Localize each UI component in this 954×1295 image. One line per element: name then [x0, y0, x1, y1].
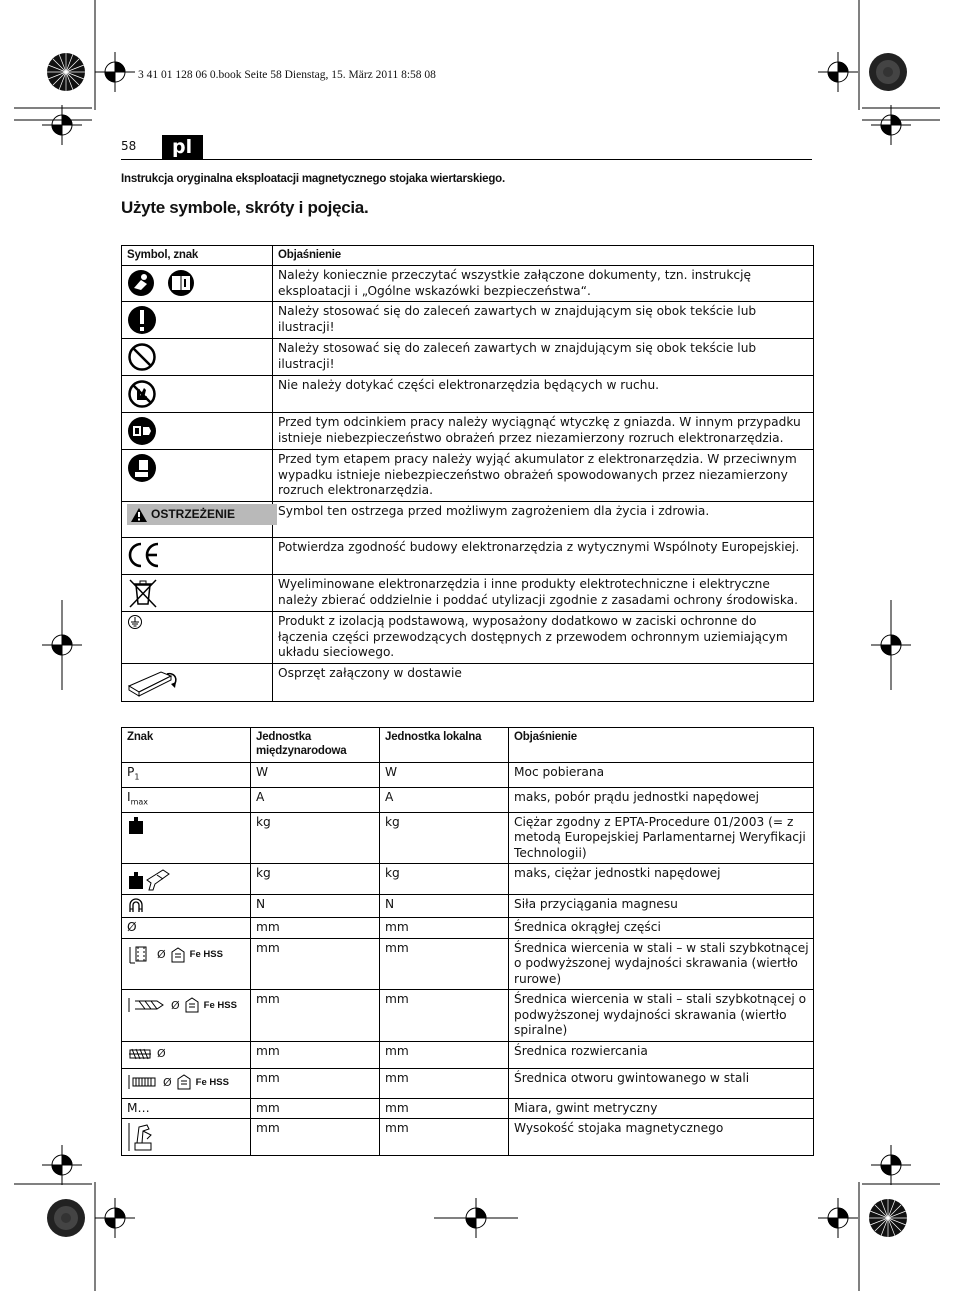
weee-bin-icon [127, 577, 268, 609]
book-info-line: 3 41 01 128 06 0.book Seite 58 Dienstag, 15. März 2011 8:58 08 [138, 69, 436, 81]
table-row [122, 1041, 814, 1069]
intl-unit: N [251, 895, 380, 918]
diameter-symbol: Ø [157, 948, 166, 962]
read-manual-icon [127, 268, 268, 298]
local-unit: N [380, 895, 509, 918]
steel-material-icon [176, 1073, 192, 1091]
local-unit: mm [380, 990, 509, 1042]
row-explanation: Należy koniecznie przeczytać wszystkie załączone dokumenty, tzn. instrukcję eksploatacji i „Ogólne wskazówki bezpieczeństwa“. [273, 266, 814, 302]
table-row [122, 1098, 814, 1119]
prohibition-icon [127, 341, 268, 373]
header-rule [121, 159, 812, 160]
diameter-symbol: Ø [157, 1047, 166, 1061]
column-header: Jednostka lokalna [380, 728, 509, 763]
warning-badge-icon [127, 504, 277, 525]
intl-unit: mm [251, 1098, 380, 1119]
magnet-icon [127, 897, 246, 915]
table-header-row [122, 246, 814, 266]
sign-text: P [127, 765, 135, 779]
sign-subscript: max [130, 797, 149, 807]
intl-unit: A [251, 787, 380, 812]
weight-drill-icon [127, 866, 246, 892]
intl-unit: kg [251, 864, 380, 895]
local-unit: mm [380, 1041, 509, 1069]
row-explanation: Przed tym odcinkiem pracy należy wyciągnąć wtyczkę z gniazda. W innym przypadku istnieje niebezpieczeństwo obrażeń przez niezamierzony rozruch elektronarzędzia. [273, 413, 814, 450]
table-row [122, 502, 814, 538]
steel-material-icon [170, 946, 186, 964]
core-drill-icon [127, 945, 153, 965]
intl-unit: mm [251, 918, 380, 939]
exclamation-icon [127, 304, 268, 336]
intl-unit: mm [251, 990, 380, 1042]
table-row [122, 575, 814, 612]
sign-subscript: 1 [134, 772, 140, 782]
reamer-icon [127, 1046, 153, 1062]
table-row [122, 918, 814, 939]
row-explanation: Średnica wiercenia w stali – w stali szybkotnącej o podwyższonej wydajności skrawania (wiertło rurowe) [509, 938, 814, 990]
material-label: Fe HSS [189, 949, 223, 961]
intl-unit: mm [251, 1069, 380, 1099]
accessory-case-icon [127, 666, 268, 698]
diameter-symbol: Ø [163, 1075, 172, 1089]
column-header: Objaśnienie [509, 728, 814, 763]
protective-earth-icon [127, 614, 268, 630]
unplug-icon [127, 415, 268, 447]
row-explanation: Należy stosować się do zaleceń zawartych w znajdującym się obok tekście lub ilustracji! [273, 302, 814, 339]
row-explanation: maks, ciężar jednostki napędowej [509, 864, 814, 895]
local-unit: mm [380, 938, 509, 990]
row-explanation: maks, pobór prądu jednostki napędowej [509, 787, 814, 812]
sign-text: I [127, 789, 131, 804]
row-explanation: Produkt z izolacją podstawową, wyposażony dodatkowo w zaciski ochronne do łączenia części przewodzących dostępnych z przewodem ochronnym uziemiającym układu sieciowego. [273, 612, 814, 664]
table-row [122, 1119, 814, 1156]
local-unit: mm [380, 918, 509, 939]
row-explanation: Osprzęt załączony w dostawie [273, 663, 814, 701]
local-unit: kg [380, 864, 509, 895]
row-explanation: Przed tym etapem pracy należy wyjąć akumulator z elektronarzędzia. W przeciwnym wypadku istnieje niebezpieczeństwo obrażeń spowodowanych przez niezamierzony rozruch elektronarzędzia. [273, 450, 814, 502]
local-unit: A [380, 787, 509, 812]
weight-icon [127, 815, 246, 835]
steel-material-icon [184, 996, 200, 1014]
row-explanation: Średnica rozwiercania [509, 1041, 814, 1069]
table-row [122, 787, 814, 812]
row-explanation: Średnica wiercenia w stali – stali szybkotnącej o podwyższonej wydajności skrawania (wiertło spiralne) [509, 990, 814, 1042]
local-unit: W [380, 763, 509, 788]
stand-height-icon [127, 1121, 246, 1153]
local-unit: mm [380, 1098, 509, 1119]
row-explanation: Należy stosować się do zaleceń zawartych w znajdującym się obok tekście lub ilustracji! [273, 339, 814, 376]
row-explanation: Wyeliminowane elektronarzędzia i inne produkty elektrotechniczne i elektryczne należy zbierać oddzielnie i poddać utylizacji zgodnie z zasadami ochrony środowiska. [273, 575, 814, 612]
table-row [122, 450, 814, 502]
intl-unit: kg [251, 812, 380, 864]
row-explanation: Średnica okrągłej części [509, 918, 814, 939]
tap-icon [127, 1073, 159, 1091]
table-row [122, 895, 814, 918]
table-row [122, 990, 814, 1042]
table-row [122, 864, 814, 895]
row-explanation: Siła przyciągania magnesu [509, 895, 814, 918]
row-explanation: Symbol ten ostrzega przed możliwym zagrożeniem dla życia i zdrowia. [273, 502, 814, 538]
material-label: Fe HSS [203, 999, 237, 1011]
table-row [122, 339, 814, 376]
table-row [122, 763, 814, 788]
table-row [122, 302, 814, 339]
table-header-row [122, 728, 814, 763]
table-row [122, 938, 814, 990]
column-header: Objaśnienie [273, 246, 814, 266]
sign-text: M… [122, 1098, 251, 1119]
language-tab: pl [162, 135, 203, 159]
column-header: Symbol, znak [122, 246, 273, 266]
local-unit: mm [380, 1119, 509, 1156]
remove-battery-icon [127, 452, 268, 484]
warning-badge-label: OSTRZEŻENIE [151, 506, 236, 521]
document-subtitle: Instrukcja oryginalna eksploatacji magnetycznego stojaka wiertarskiego. [121, 173, 505, 185]
table-row [122, 266, 814, 302]
column-header: Znak [122, 728, 251, 763]
section-title: Użyte symbole, skróty i pojęcia. [121, 198, 369, 217]
table-row [122, 612, 814, 664]
symbols-table [121, 245, 814, 702]
row-explanation: Średnica otworu gwintowanego w stali [509, 1069, 814, 1099]
intl-unit: mm [251, 938, 380, 990]
intl-unit: W [251, 763, 380, 788]
row-explanation: Potwierdza zgodność budowy elektronarzędzia z wytycznymi Wspólnoty Europejskiej. [273, 538, 814, 575]
table-row [122, 413, 814, 450]
intl-unit: mm [251, 1041, 380, 1069]
column-header: Jednostka międzynarodowa [251, 728, 380, 763]
row-explanation: Ciężar zgodny z EPTA-Procedure 01/2003 (= z metodą Europejskiej Parlamentarnej Weryfikacji Technologii) [509, 812, 814, 864]
local-unit: kg [380, 812, 509, 864]
table-row [122, 812, 814, 864]
table-row [122, 538, 814, 575]
twist-drill-icon [127, 996, 167, 1014]
table-row [122, 376, 814, 413]
ce-mark-icon [127, 540, 268, 570]
row-explanation: Nie należy dotykać części elektronarzędzia będących w ruchu. [273, 376, 814, 413]
page-number: 58 [121, 139, 137, 153]
row-explanation: Moc pobierana [509, 763, 814, 788]
table-row [122, 663, 814, 701]
diameter-symbol: Ø [171, 998, 180, 1012]
sign-text: Ø [122, 918, 251, 939]
local-unit: mm [380, 1069, 509, 1099]
intl-unit: mm [251, 1119, 380, 1156]
row-explanation: Miara, gwint metryczny [509, 1098, 814, 1119]
table-row [122, 1069, 814, 1099]
row-explanation: Wysokość stojaka magnetycznego [509, 1119, 814, 1156]
units-table [121, 727, 814, 1156]
do-not-touch-icon [127, 378, 268, 410]
material-label: Fe HSS [195, 1076, 229, 1088]
